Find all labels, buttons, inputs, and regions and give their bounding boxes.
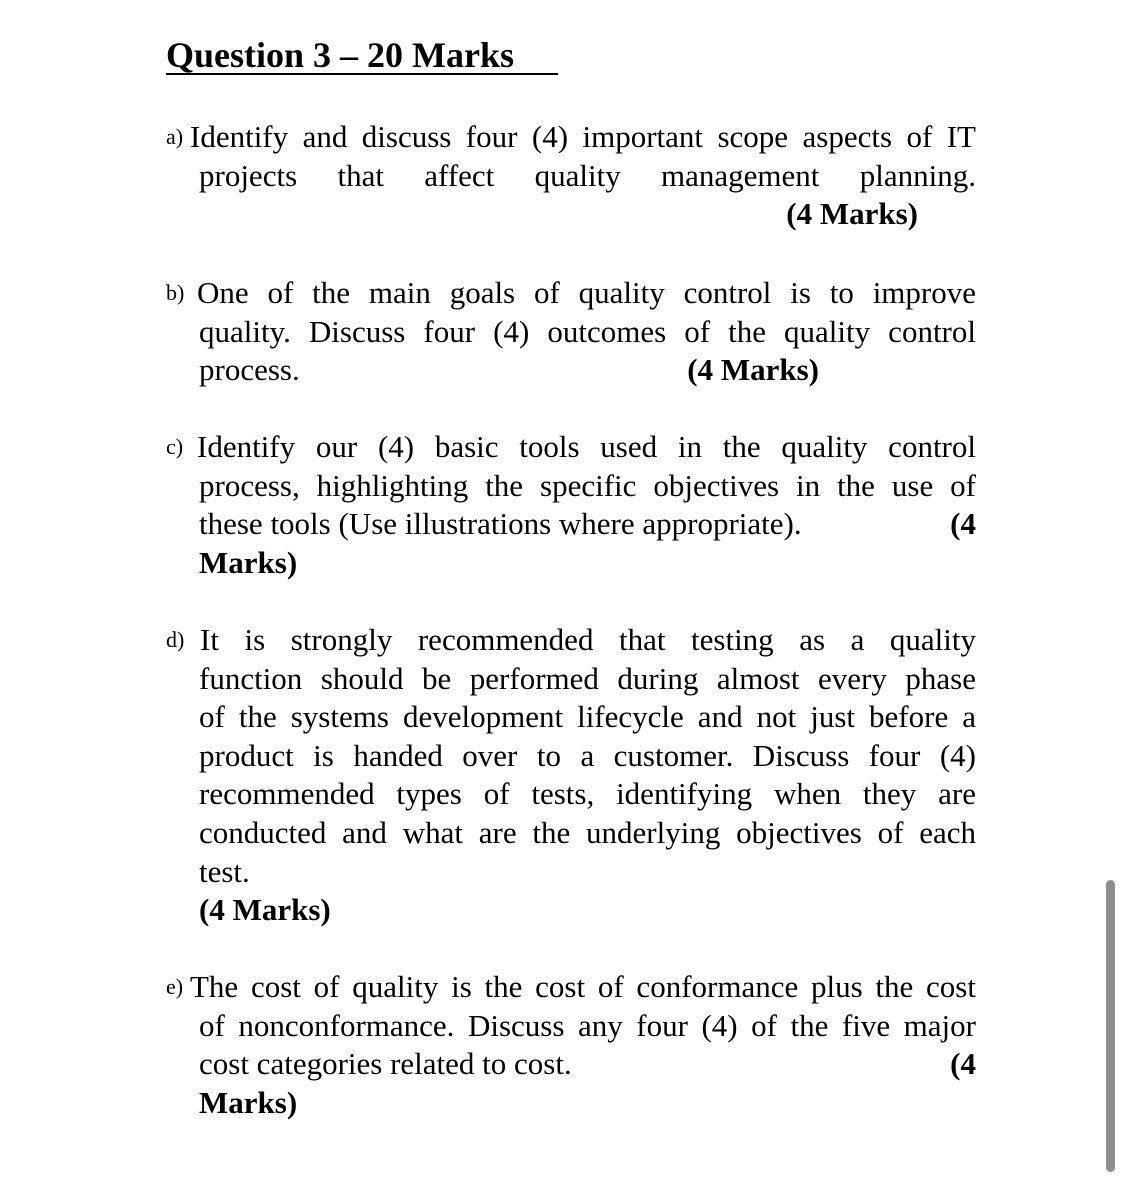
marks-label: (4 Marks)	[786, 196, 918, 232]
question-text-fragment: process.	[199, 352, 300, 388]
question-text-line: function should be performed during almost every phase	[199, 660, 976, 696]
question-text-line: Identify our (4) basic tools used in the quality control	[197, 429, 976, 464]
question-letter: d)	[166, 627, 185, 652]
question-letter: e)	[166, 974, 184, 999]
marks-label: Marks)	[199, 544, 298, 580]
marks-label: Marks)	[199, 1084, 298, 1120]
marks-label: (4 Marks)	[687, 352, 819, 388]
question-e	[166, 968, 976, 1122]
vertical-scrollbar[interactable]	[1106, 880, 1115, 1172]
marks-label: (4 Marks)	[199, 892, 331, 928]
question-text-fragment: these tools (Use illustrations where appropriate).	[199, 506, 802, 542]
question-text-line: recommended types of tests, identifying when they are	[199, 776, 976, 812]
question-d	[166, 621, 976, 930]
question-text-line	[166, 351, 976, 390]
question-letter: c)	[166, 434, 184, 459]
marks-label: (4	[950, 506, 976, 542]
question-text-line: One of the main goals of quality control is to improve	[197, 275, 976, 310]
question-text-line: of nonconformance. Discuss any four (4) of the five major	[199, 1007, 976, 1043]
question-c	[166, 428, 976, 582]
question-text-line	[166, 1045, 976, 1084]
question-letter: b)	[166, 280, 185, 305]
question-text-line: of the systems development lifecycle and not just before a	[199, 699, 976, 735]
question-a	[166, 118, 976, 234]
question-text-line: product is handed over to a customer. Discuss four (4)	[199, 737, 976, 773]
question-text-line: Identify and discuss four (4) important scope aspects of IT	[190, 119, 976, 154]
question-heading: Question 3 – 20 Marks	[166, 33, 558, 75]
question-text-line: conducted and what are the underlying objectives of each	[199, 814, 976, 850]
marks-label: (4	[950, 1046, 976, 1082]
question-text-line: projects that affect quality management planning.	[199, 157, 976, 193]
question-text-line: quality. Discuss four (4) outcomes of the quality control	[199, 313, 976, 349]
question-text-fragment: cost categories related to cost.	[199, 1046, 572, 1082]
question-text-line	[166, 505, 976, 544]
question-text-line: The cost of quality is the cost of conformance plus the cost	[190, 969, 976, 1004]
question-text-line: process, highlighting the specific objectives in the use of	[199, 467, 976, 503]
question-text-line: test.	[199, 853, 250, 889]
question-text-line: It is strongly recommended that testing as a quality	[200, 622, 976, 657]
question-letter: a)	[166, 124, 184, 149]
question-b	[166, 274, 976, 390]
